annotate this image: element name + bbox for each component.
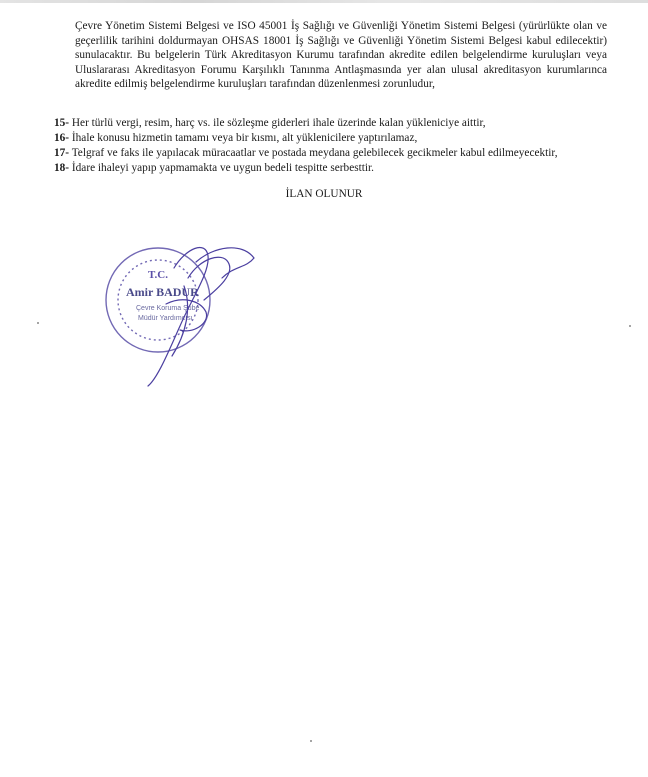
item-text: Telgraf ve faks ile yapılacak müracaatlar ve postada meydana gelebilecek gecikmeler kabul edilmeyecektir, [71,147,558,159]
list-item [54,131,614,146]
item-number: 16- [54,132,70,144]
official-stamp-signature [96,238,266,388]
item-number: 15- [54,117,70,129]
item-number: 17- [54,147,70,159]
item-number: 18- [54,162,70,174]
signatory-title-line2: Müdür Yardımcısı [138,315,193,322]
intro-paragraph: Çevre Yönetim Sistemi Belgesi ve ISO 45001 İş Sağlığı ve Güvenliği Yönetim Sistemi Belgesi (yürürlükte olan ve geçerlilik tarihini doldurmayan OHSAS 18001 İş Sağlığı ve Güvenliği Yönetim Sistemi Belgesi kabul edilecektir) sunulacaktır. Bu belgelerin Türk Akreditasyon Kurumu tarafından akredite edilen belgelendirme kuruluşları veya Uluslararası Akreditasyon Forumu Karşılıklı Tanınma Antlaşmasında yer alan ulusal akreditasyon kurumlarınca akredite edilmiş belgelendirme kuruluşları tarafından düzenlenmesi zorunludur, [75,20,607,91]
conditions-list [54,116,614,176]
scan-speck [310,740,312,742]
item-text: İhale konusu hizmetin tamamı veya bir kısmı, alt yüklenicilere yaptırılamaz, [71,132,418,144]
list-item [54,116,614,131]
list-item [54,161,614,176]
item-text: İdare ihaleyi yapıp yapmamakta ve uygun bedeli tespitte serbesttir. [71,162,374,174]
list-item [54,146,614,161]
seal-outer-ring [106,248,210,352]
scan-speck [629,325,631,327]
item-text: Her türlü vergi, resim, harç vs. ile sözleşme giderleri ihale üzerinde kalan yükleniciye aittir, [71,117,486,129]
seal-center-text: T.C. [148,269,168,281]
signatory-name: Amir BADUR [126,285,199,299]
closing-statement: İLAN OLUNUR [285,188,363,200]
scan-speck [37,322,39,324]
signatory-title-line1: Çevre Koruma Şube [136,305,200,312]
